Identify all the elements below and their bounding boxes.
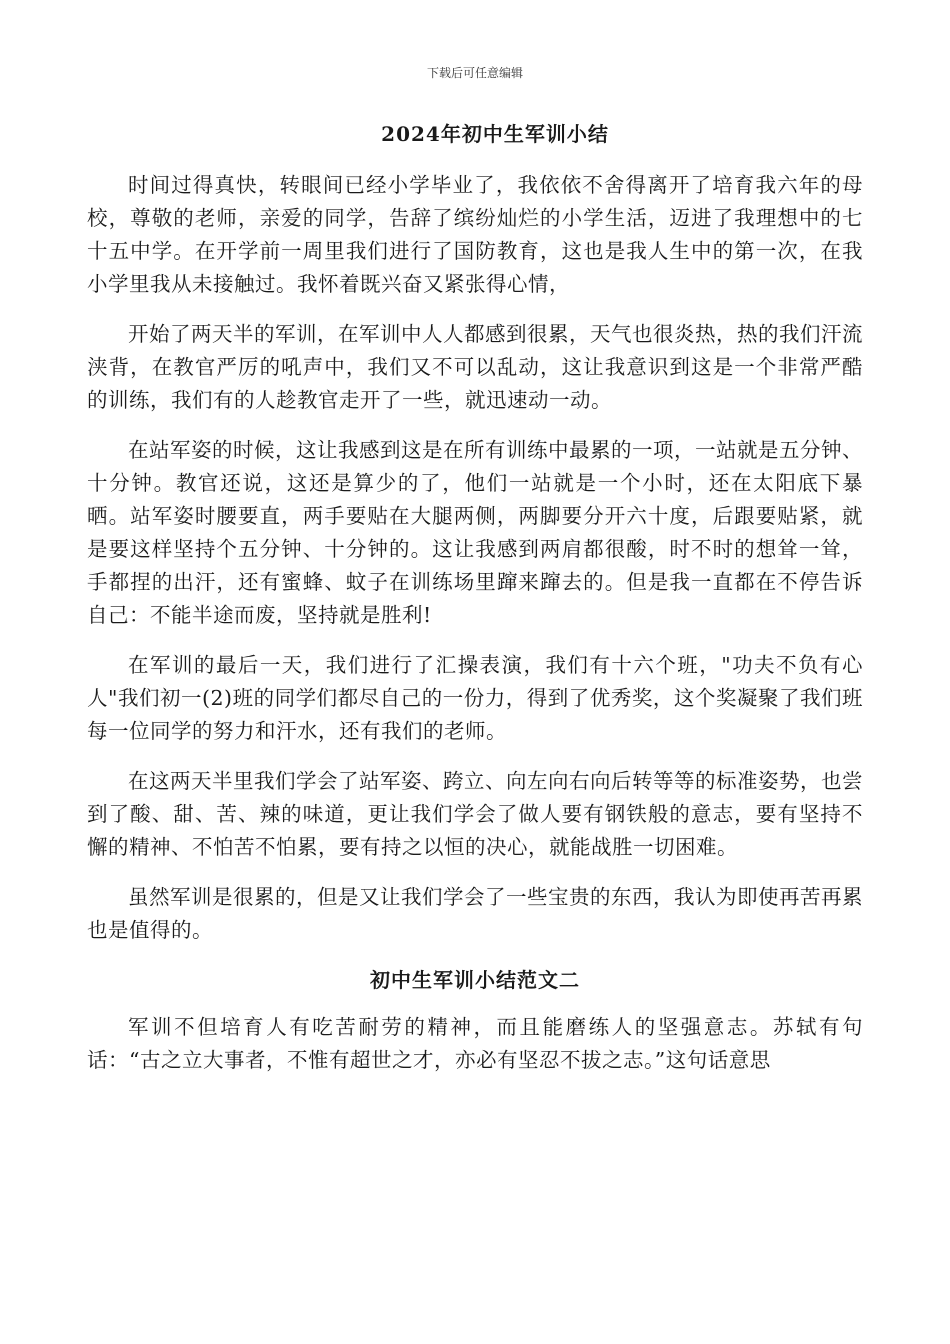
paragraph-1: 时间过得真快，转眼间已经小学毕业了，我依依不舍得离开了培育我六年的母校，尊敬的老师，亲爱的同学，告辞了缤纷灿烂的小学生活，迈进了我理想中的七十五中学。在开学前一周里我们进行了国防教育，这也是我人生中的第一次，在我小学里我从未接触过。我怀着既兴奋又紧张得心情， [87,173,863,296]
header-note: 下载后可任意编辑 [426,66,523,80]
document-body [87,118,863,1094]
paragraph-3: 在站军姿的时候，这让我感到这是在所有训练中最累的一项，一站就是五分钟、十分钟。教官还说，这还是算少的了，他们一站就是一个小时，还在太阳底下暴晒。站军姿时腰要直，两手要贴在大腿两侧，两脚要分开六十度，后跟要贴紧，就是要这样坚持个五分钟、十分钟的。这让我感到两肩都很酸，时不时的想耸一耸，手都捏的出汗，还有蜜蜂、蚊子在训练场里蹿来蹿去的。但是我一直都在不停告诉自己：不能半途而废，坚持就是胜利! [87,438,863,627]
document-title: 2024年初中生军训小结 [381,122,609,146]
paragraph-6: 虽然军训是很累的，但是又让我们学会了一些宝贵的东西，我认为即使再苦再累也是值得的。 [87,885,863,942]
paragraph-2: 开始了两天半的军训，在军训中人人都感到很累，天气也很炎热，热的我们汗流浃背，在教官严厉的吼声中，我们又不可以乱动，这让我意识到这是一个非常严酷的训练，我们有的人趁教官走开了一些，就迅速动一动。 [87,322,863,412]
section-2-paragraph-1: 军训不但培育人有吃苦耐劳的精神，而且能磨练人的坚强意志。苏轼有句话：“古之立大事者，不惟有超世之才，亦必有坚忍不拔之志。”这句话意思 [87,1015,863,1072]
paragraph-4: 在军训的最后一天，我们进行了汇操表演，我们有十六个班，"功夫不负有心人"我们初一(2)班的同学们都尽自己的一份力，得到了优秀奖，这个奖凝聚了我们班每一位同学的努力和汗水，还有我们的老师。 [87,653,863,743]
section-2-title: 初中生军训小结范文二 [370,968,580,992]
paragraph-5: 在这两天半里我们学会了站军姿、跨立、向左向右向后转等等的标准姿势，也尝到了酸、甜、苦、辣的味道，更让我们学会了做人要有钢铁般的意志，要有坚持不懈的精神、不怕苦不怕累，要有持之以恒的决心，就能战胜一切困难。 [87,769,863,859]
